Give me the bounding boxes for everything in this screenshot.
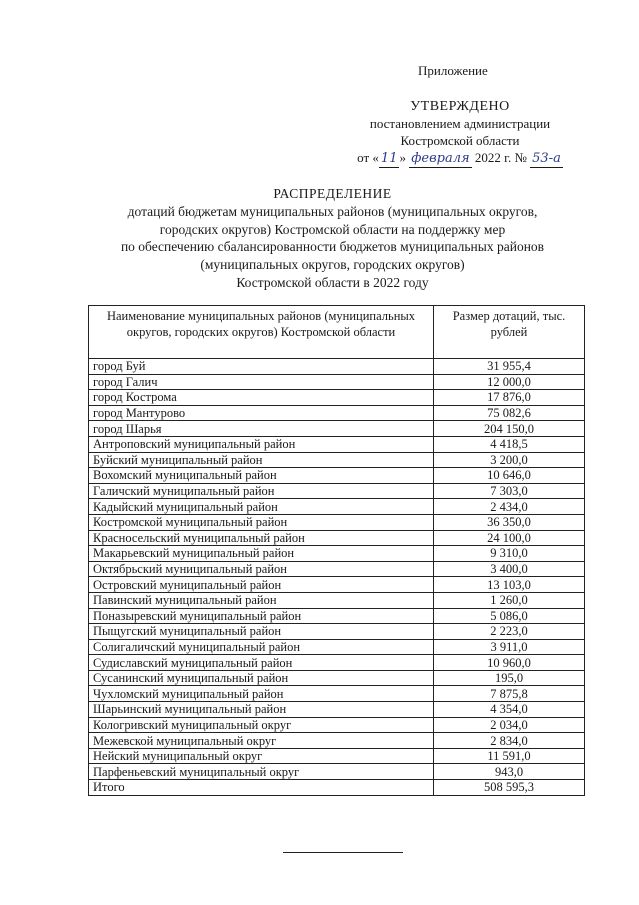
row-name: Сусанинский муниципальный район — [89, 670, 434, 686]
row-amount: 2 223,0 — [434, 624, 585, 640]
row-amount: 1 260,0 — [434, 592, 585, 608]
table-row — [89, 530, 585, 546]
row-amount: 10 646,0 — [434, 468, 585, 484]
date-day: 11 — [380, 151, 398, 166]
row-name: город Галич — [89, 374, 434, 390]
row-name: Солигаличский муниципальный район — [89, 639, 434, 655]
table-row — [89, 670, 585, 686]
row-name: Судиславский муниципальный район — [89, 655, 434, 671]
row-amount: 24 100,0 — [434, 530, 585, 546]
date-prefix: от « — [357, 150, 379, 165]
table-row — [89, 702, 585, 718]
heading-line: по обеспечению сбалансированности бюджетов муниципальных районов — [120, 239, 545, 255]
row-name: Пыщугский муниципальный район — [89, 624, 434, 640]
row-name: Островский муниципальный район — [89, 577, 434, 593]
row-name: Вохомский муниципальный район — [89, 468, 434, 484]
row-amount: 11 591,0 — [434, 748, 585, 764]
row-name: Октябрьский муниципальный район — [89, 561, 434, 577]
row-name: Красносельский муниципальный район — [89, 530, 434, 546]
table-row — [89, 561, 585, 577]
row-amount: 17 876,0 — [434, 390, 585, 406]
table-row — [89, 546, 585, 562]
column-header-name: Наименование муниципальных районов (муниципальных округов, городских округов) Костромской области — [89, 306, 434, 359]
row-name: Галичский муниципальный район — [89, 483, 434, 499]
row-name: Межевской муниципальный округ — [89, 733, 434, 749]
row-name: Парфеньевский муниципальный округ — [89, 764, 434, 780]
heading-title: РАСПРЕДЕЛЕНИЕ — [273, 186, 392, 201]
date-mid: » — [399, 150, 410, 165]
row-amount: 204 150,0 — [434, 421, 585, 437]
table-row — [89, 514, 585, 530]
row-name: Поназыревский муниципальный район — [89, 608, 434, 624]
table-row — [89, 764, 585, 780]
approval-block — [345, 98, 575, 168]
row-name: Чухломский муниципальный район — [89, 686, 434, 702]
row-amount: 195,0 — [434, 670, 585, 686]
heading-line: (муниципальных округов, городских округов) — [200, 257, 465, 273]
row-amount: 2 834,0 — [434, 733, 585, 749]
row-amount: 36 350,0 — [434, 514, 585, 530]
table-row — [89, 405, 585, 421]
table-row — [89, 592, 585, 608]
row-amount: 3 911,0 — [434, 639, 585, 655]
row-name: город Мантурово — [89, 405, 434, 421]
table-row — [89, 452, 585, 468]
column-header-amount: Размер дотаций, тыс. рублей — [434, 306, 585, 359]
row-amount: 9 310,0 — [434, 546, 585, 562]
table-row — [89, 577, 585, 593]
row-amount: 13 103,0 — [434, 577, 585, 593]
table-row — [89, 733, 585, 749]
row-name: город Кострома — [89, 390, 434, 406]
row-amount: 7 875,8 — [434, 686, 585, 702]
table-row — [89, 608, 585, 624]
row-name: Нейский муниципальный округ — [89, 748, 434, 764]
row-amount: 7 303,0 — [434, 483, 585, 499]
row-name: город Буй — [89, 359, 434, 375]
distribution-table — [88, 305, 585, 796]
row-name: Итого — [89, 780, 434, 796]
row-name: Буйский муниципальный район — [89, 452, 434, 468]
heading-line: городских округов) Костромской области на поддержку мер — [159, 221, 506, 237]
table-row — [89, 390, 585, 406]
row-name: Шарьинский муниципальный район — [89, 702, 434, 718]
row-name: Павинский муниципальный район — [89, 592, 434, 608]
row-amount: 4 354,0 — [434, 702, 585, 718]
row-amount: 12 000,0 — [434, 374, 585, 390]
table-row — [89, 780, 585, 796]
document-number: 53-а — [532, 151, 561, 166]
heading-line: дотаций бюджетам муниципальных районов (муниципальных округов, — [127, 203, 538, 219]
row-amount: 508 595,3 — [434, 780, 585, 796]
table-row — [89, 374, 585, 390]
date-month: февраля — [411, 151, 470, 166]
approval-title: УТВЕРЖДЕНО — [410, 99, 510, 114]
row-amount: 3 200,0 — [434, 452, 585, 468]
row-amount: 75 082,6 — [434, 405, 585, 421]
end-divider — [283, 852, 403, 853]
table-row — [89, 359, 585, 375]
row-amount: 31 955,4 — [434, 359, 585, 375]
approval-line-1: постановлением администрации — [369, 116, 551, 131]
row-amount: 10 960,0 — [434, 655, 585, 671]
table-row — [89, 421, 585, 437]
table-row — [89, 436, 585, 452]
row-amount: 5 086,0 — [434, 608, 585, 624]
table-row — [89, 748, 585, 764]
table-row — [89, 686, 585, 702]
row-name: Кологривский муниципальный округ — [89, 717, 434, 733]
table-row — [89, 468, 585, 484]
appendix-label: Приложение — [418, 63, 488, 78]
row-name: город Шарья — [89, 421, 434, 437]
date-year: 2022 г. № — [471, 150, 531, 165]
table-row — [89, 499, 585, 515]
table-row — [89, 655, 585, 671]
row-name: Антроповский муниципальный район — [89, 436, 434, 452]
approval-line-2: Костромской области — [400, 133, 520, 148]
heading-line: Костромской области в 2022 году — [236, 274, 429, 290]
row-amount: 3 400,0 — [434, 561, 585, 577]
row-amount: 4 418,5 — [434, 436, 585, 452]
table-body — [89, 359, 585, 796]
row-amount: 943,0 — [434, 764, 585, 780]
table-header-row — [89, 306, 585, 359]
row-name: Костромской муниципальный район — [89, 514, 434, 530]
row-name: Макарьевский муниципальный район — [89, 546, 434, 562]
row-amount: 2 434,0 — [434, 499, 585, 515]
table-row — [89, 483, 585, 499]
table-row — [89, 717, 585, 733]
approval-date-line — [345, 149, 575, 168]
table-row — [89, 624, 585, 640]
document-heading — [60, 185, 605, 292]
row-amount: 2 034,0 — [434, 717, 585, 733]
row-name: Кадыйский муниципальный район — [89, 499, 434, 515]
table-row — [89, 639, 585, 655]
